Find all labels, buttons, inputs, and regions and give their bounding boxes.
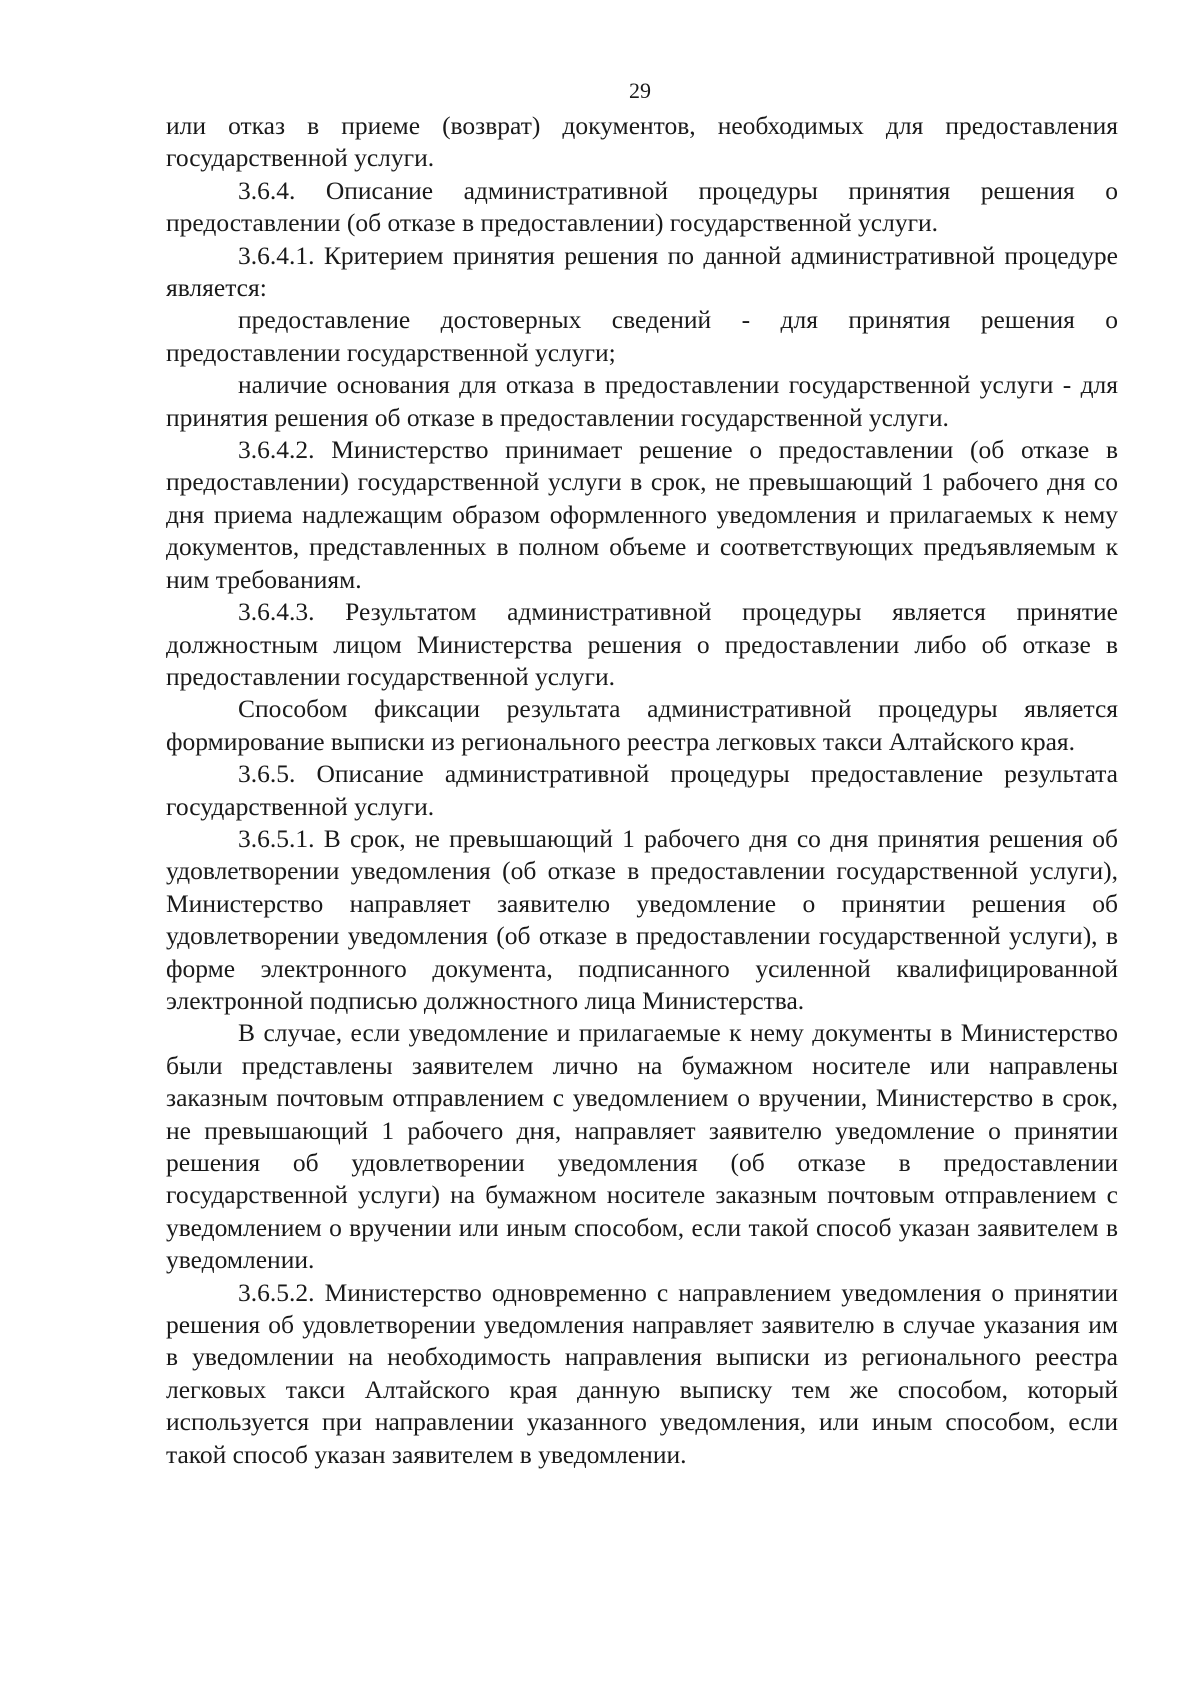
paragraph-3-6-5-1: 3.6.5.1. В срок, не превышающий 1 рабочего дня со дня принятия решения об удовлетворении уведомления (об отказе в предоставлении государственной услуги), Министерство направляет заявителю уведомление о принятии решения об удовлетворении уведомления (об отказе в предоставлении государственной услуги), в форме электронного документа, подписанного усиленной квалифицированной электронной подписью должностного лица Министерства. (166, 823, 1118, 1015)
paragraph-3-6-4-1: 3.6.4.1. Критерием принятия решения по данной административной процедуре является: (166, 240, 1118, 303)
paragraph-3-6-4-3: 3.6.4.3. Результатом административной процедуры является принятие должностным лицом Министерства решения о предоставлении либо об отказе в предоставлении государственной услуги. (166, 597, 1118, 691)
paragraph-continuation: или отказ в приеме (возврат) документов, необходимых для предоставления государственной услуги. (166, 111, 1118, 173)
paragraph-3-6-4-2: 3.6.4.2. Министерство принимает решение о предоставлении (об отказе в предоставлении) государственной услуги в срок, не превышающий 1 рабочего дня со дня приема надлежащим образом оформленного уведомления и прилагаемых к нему документов, представленных в полном объеме и соответствующих предъявляемым к ним требованиям. (166, 435, 1118, 594)
document-body (166, 110, 1118, 1471)
paragraph-criterion-refusal: наличие основания для отказа в предоставлении государственной услуги - для принятия решения об отказе в предоставлении государственной услуги. (166, 370, 1118, 432)
paragraph-paper-case: В случае, если уведомление и прилагаемые к нему документы в Министерство были представлены заявителем лично на бумажном носителе или направлены заказным почтовым отправлением с уведомлением о вручении, Министерство в срок, не превышающий 1 рабочего дня, направляет заявителю уведомление о принятии решения об удовлетворении уведомления (об отказе в предоставлении государственной услуги) на бумажном носителе заказным почтовым отправлением с уведомлением о вручении или иным способом, если такой способ указан заявителем в уведомлении. (166, 1018, 1118, 1275)
paragraph-fixation-method: Способом фиксации результата административной процедуры является формирование выписки из регионального реестра легковых такси Алтайского края. (166, 694, 1118, 756)
paragraph-3-6-4: 3.6.4. Описание административной процедуры принятия решения о предоставлении (об отказе в предоставлении) государственной услуги. (166, 175, 1118, 238)
paragraph-criterion-provision: предоставление достоверных сведений - для принятия решения о предоставлении государственной услуги; (166, 305, 1118, 367)
paragraph-3-6-5-2: 3.6.5.2. Министерство одновременно с направлением уведомления о принятии решения об удовлетворении уведомления направляет заявителю в случае указания им в уведомлении на необходимость направления выписки из регионального реестра легковых такси Алтайского края данную выписку тем же способом, который используется при направлении указанного уведомления, или иным способом, если такой способ указан заявителем в уведомлении. (166, 1277, 1118, 1469)
page-number: 29 (629, 78, 651, 103)
paragraph-3-6-5: 3.6.5. Описание административной процедуры предоставление результата государственной услуги. (166, 759, 1118, 821)
